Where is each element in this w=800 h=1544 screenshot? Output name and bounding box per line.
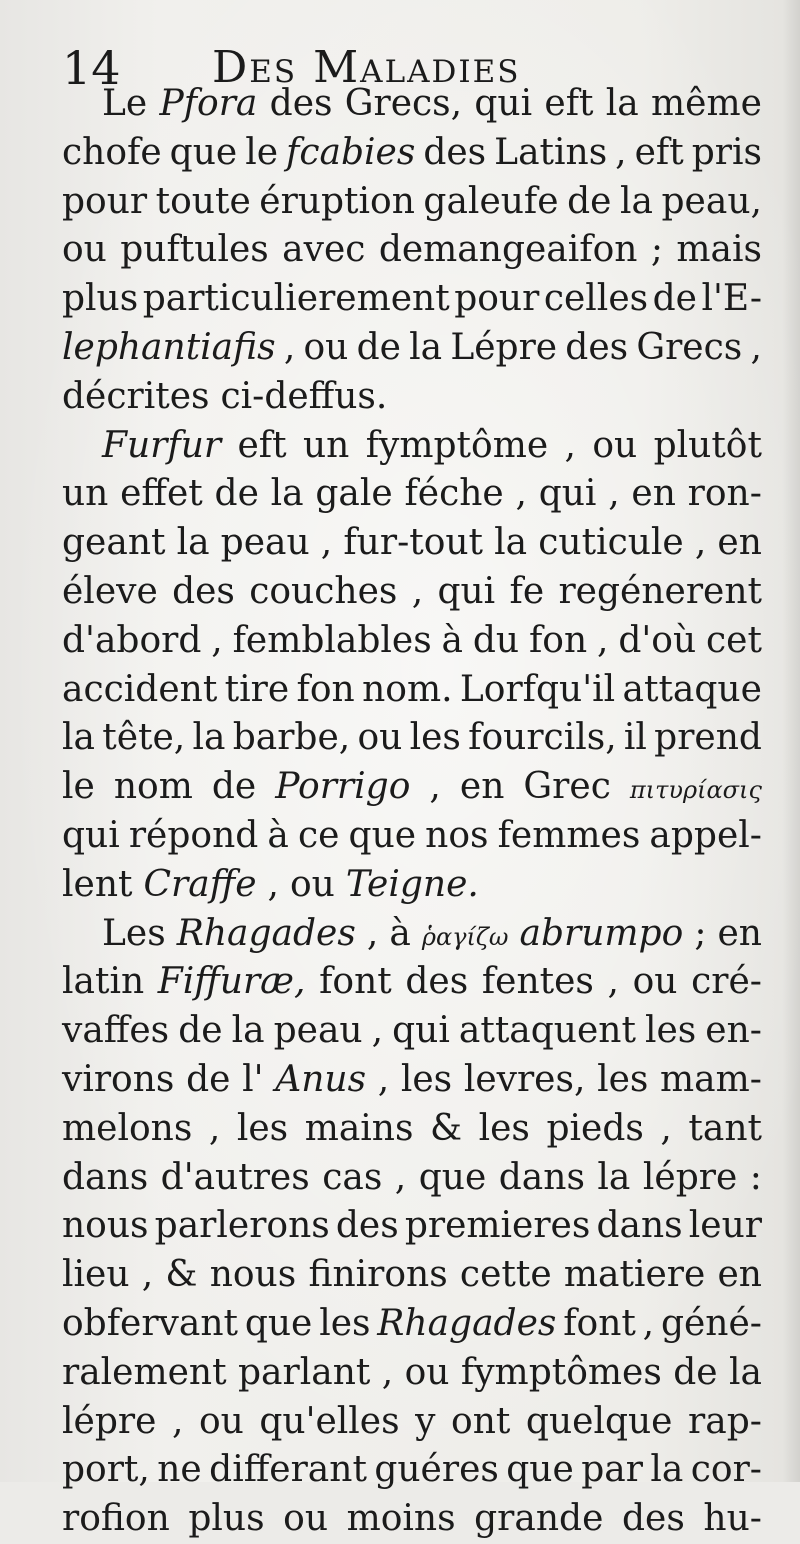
word: ron-	[687, 473, 762, 515]
word: la	[409, 326, 443, 368]
word: accident	[62, 668, 218, 710]
word: plutôt	[653, 424, 762, 466]
word: peau	[220, 522, 310, 564]
word: décrites	[62, 375, 210, 417]
word: Le	[102, 83, 148, 124]
word: le	[62, 766, 95, 808]
word: obfervant	[62, 1302, 239, 1344]
word: πιτυρίασις	[629, 776, 762, 805]
word: nom.	[362, 668, 453, 710]
word: dans	[498, 1156, 585, 1198]
word: font	[319, 961, 392, 1003]
word: des	[621, 1498, 685, 1540]
word: ,	[283, 326, 296, 368]
word: toute	[155, 180, 251, 222]
word: abrumpo	[519, 912, 684, 954]
text-line	[62, 1154, 762, 1203]
word: des	[423, 131, 487, 173]
word: des	[269, 83, 333, 124]
word: Anus	[275, 1058, 367, 1100]
word: ,	[208, 1107, 221, 1149]
text-line	[62, 80, 762, 129]
word: la	[650, 1449, 684, 1491]
word: Lépre	[450, 326, 558, 368]
word: :	[749, 1156, 762, 1198]
word: ,	[615, 131, 627, 173]
word: prend	[654, 717, 762, 759]
text-line	[62, 1105, 762, 1154]
word: ont	[451, 1400, 511, 1442]
text-line	[62, 1446, 762, 1495]
word: tant	[688, 1107, 762, 1149]
word: ou	[198, 1400, 244, 1442]
word: fymptôme	[365, 424, 549, 466]
word: les	[478, 1107, 530, 1149]
text-line	[62, 275, 762, 324]
word: ,	[381, 1351, 394, 1393]
word: la	[176, 522, 210, 564]
text-line	[62, 910, 762, 959]
word: quelque	[525, 1400, 673, 1442]
word: il	[623, 717, 647, 759]
word: plus	[62, 278, 139, 320]
word: la	[605, 83, 639, 124]
word: particulierement	[142, 278, 450, 320]
word: la	[597, 1156, 631, 1198]
word: &	[430, 1107, 463, 1149]
word: fon	[528, 619, 588, 661]
word: grande	[474, 1498, 604, 1540]
word: ,	[377, 1058, 390, 1100]
word: la	[231, 1010, 265, 1052]
word: pieds	[546, 1107, 644, 1149]
word: ;	[650, 229, 663, 271]
word: d'autres	[160, 1156, 310, 1198]
word: femblables	[232, 619, 432, 661]
word: fymptômes	[460, 1351, 662, 1393]
word: ῥαγίζω	[421, 922, 509, 951]
word: couches	[249, 570, 398, 612]
text-line	[62, 1349, 762, 1398]
word: ,	[267, 863, 279, 905]
word: Fiffuræ,	[157, 961, 306, 1003]
word: moins	[346, 1498, 456, 1540]
word: à	[267, 814, 289, 856]
word: nos	[425, 814, 489, 856]
word: en	[717, 912, 762, 954]
word: géné-	[660, 1302, 762, 1344]
word: féche	[404, 473, 504, 515]
word: de	[186, 1058, 231, 1100]
word: cas	[322, 1156, 383, 1198]
word: éleve	[62, 570, 158, 612]
word: matiere	[563, 1254, 706, 1296]
text-line	[62, 129, 762, 178]
word: &	[165, 1254, 198, 1296]
text-line	[62, 812, 762, 861]
word: ou	[289, 863, 335, 905]
word: attaque	[622, 668, 762, 710]
word: font	[563, 1302, 636, 1344]
word: Les	[102, 912, 166, 954]
word: differant	[209, 1449, 367, 1491]
word: de	[214, 473, 259, 515]
word: les	[644, 1010, 697, 1052]
word: en	[631, 473, 676, 515]
text-line	[62, 763, 762, 812]
word: des	[565, 326, 629, 368]
word: qui	[62, 814, 120, 856]
word: la	[192, 717, 226, 759]
text-line	[62, 226, 762, 275]
word: mains	[304, 1107, 414, 1149]
word: chofe	[62, 131, 162, 173]
word: ou	[303, 326, 349, 368]
word: vaffes	[62, 1010, 170, 1052]
word: ,	[371, 1010, 384, 1052]
word: ,	[211, 619, 223, 661]
word: fentes	[481, 961, 594, 1003]
word: en	[459, 766, 505, 808]
word: répond	[128, 814, 259, 856]
word: ,	[608, 473, 620, 515]
word: fon	[296, 668, 355, 710]
text-line	[62, 1056, 762, 1105]
word: de	[211, 766, 257, 808]
word: rofion	[62, 1498, 170, 1540]
word: la	[62, 717, 95, 759]
word: eft	[237, 424, 287, 466]
word: que	[506, 1449, 574, 1491]
word: d'abord	[62, 619, 202, 661]
word: nous	[209, 1254, 297, 1296]
word: de	[652, 278, 697, 320]
word: cor-	[690, 1449, 762, 1491]
word: ,	[429, 766, 441, 808]
word: de	[673, 1351, 718, 1393]
text-line	[62, 568, 762, 617]
text-line	[62, 1007, 762, 1056]
word: fe	[509, 570, 545, 612]
word: de	[567, 180, 612, 222]
word: d'où	[618, 619, 697, 661]
word: y	[415, 1400, 436, 1442]
word: fur-tout	[343, 522, 484, 564]
word: nous	[62, 1205, 149, 1247]
text-line	[62, 958, 762, 1007]
word: ,	[320, 522, 333, 564]
word: Rhagades	[377, 1302, 557, 1344]
word: qui	[538, 473, 597, 515]
text-line	[62, 470, 762, 519]
word: que	[418, 1156, 487, 1198]
word: que	[348, 814, 417, 856]
word: les	[597, 1058, 649, 1100]
word: Grecs,	[344, 83, 463, 124]
word: Lorfqu'il	[459, 668, 616, 710]
text-line	[62, 1495, 762, 1544]
word: cuticule	[538, 522, 684, 564]
word: la	[728, 1351, 762, 1393]
word: demangeaifon	[378, 229, 638, 271]
word: un	[62, 473, 109, 515]
word: puftules	[120, 229, 269, 271]
word: premieres	[404, 1205, 591, 1247]
text-line	[62, 714, 762, 763]
text-line	[62, 666, 762, 715]
word: parlant	[238, 1351, 371, 1393]
text-line	[62, 1300, 762, 1349]
word: leur	[688, 1205, 762, 1247]
word: à	[389, 912, 411, 954]
word: ce	[297, 814, 340, 856]
word: qui	[437, 570, 496, 612]
word: pris	[691, 131, 762, 173]
word: pour	[454, 278, 540, 320]
word: un	[302, 424, 350, 466]
text-line	[62, 422, 762, 471]
word: gale	[315, 473, 393, 515]
word: la	[619, 180, 653, 222]
word: finirons	[308, 1254, 448, 1296]
word: ,	[564, 424, 576, 466]
word: peau	[273, 1010, 363, 1052]
word: l'	[242, 1058, 264, 1100]
word: Porrigo	[275, 766, 411, 808]
word: appel-	[649, 814, 762, 856]
word: ;	[694, 912, 707, 954]
word: femmes	[497, 814, 641, 856]
text-line	[62, 324, 762, 373]
word: à	[441, 619, 464, 661]
word: ou	[404, 1351, 450, 1393]
word: les	[236, 1107, 289, 1149]
word: mais	[676, 229, 762, 271]
word: pour	[62, 180, 148, 222]
word: qu'elles	[259, 1400, 400, 1442]
word: rap-	[688, 1400, 762, 1442]
word: tête,	[102, 717, 186, 759]
word: ,	[642, 1302, 655, 1344]
word: nom	[113, 766, 193, 808]
word: ou	[357, 717, 403, 759]
word: l'E-	[701, 278, 762, 320]
word: fourcils,	[468, 717, 617, 759]
word: ,	[597, 619, 609, 661]
word: dans	[596, 1205, 683, 1247]
word: ou	[592, 424, 638, 466]
word: ,	[366, 912, 379, 954]
word: ci-deffus.	[220, 375, 388, 417]
word: en	[717, 522, 762, 564]
word: ,	[694, 522, 707, 564]
word: Rhagades	[176, 912, 356, 954]
word: geant	[62, 522, 166, 564]
word: ou	[283, 1498, 328, 1540]
word: Teigne.	[345, 863, 479, 905]
word: effet	[120, 473, 203, 515]
word: ,	[750, 326, 762, 368]
word: des	[172, 570, 235, 612]
word: ne	[157, 1449, 202, 1491]
word: ,	[394, 1156, 407, 1198]
word: ,	[515, 473, 527, 515]
word: tire	[224, 668, 290, 710]
word: Craffe	[143, 863, 257, 905]
word: celles	[543, 278, 649, 320]
word: ,	[660, 1107, 672, 1149]
word: ,	[171, 1400, 184, 1442]
word: port,	[62, 1449, 150, 1491]
word: ,	[411, 570, 424, 612]
word: les	[400, 1058, 453, 1100]
word: en	[717, 1254, 762, 1296]
word: peau,	[661, 180, 762, 222]
word: Pfora	[159, 83, 258, 124]
word: éruption	[259, 180, 415, 222]
word: cré-	[691, 961, 762, 1003]
word: fcabies	[286, 131, 416, 173]
word: que	[244, 1302, 313, 1344]
body-text	[62, 80, 762, 1544]
word: galeufe	[423, 180, 559, 222]
text-line	[62, 617, 762, 666]
word: attaquent	[458, 1010, 636, 1052]
word: les	[319, 1302, 371, 1344]
word: latin	[62, 961, 145, 1003]
running-title: Des Maladies	[212, 42, 521, 93]
word: dans	[62, 1156, 149, 1198]
word: lent	[62, 863, 133, 905]
word: du	[472, 619, 520, 661]
word: lieu	[62, 1254, 130, 1296]
word: ou	[62, 229, 107, 271]
word: en-	[705, 1010, 762, 1052]
word: qui	[474, 83, 533, 124]
word: de	[356, 326, 401, 368]
word: qui	[392, 1010, 450, 1052]
word: regénerent	[558, 570, 762, 612]
word: levres,	[463, 1058, 586, 1100]
text-line	[62, 1398, 762, 1447]
word: lépre	[642, 1156, 738, 1198]
word: Furfur	[102, 424, 222, 466]
word: le	[245, 131, 279, 173]
word: Grec	[523, 766, 611, 808]
word: avec	[282, 229, 366, 271]
word: parlerons	[154, 1205, 330, 1247]
word: mam-	[660, 1058, 762, 1100]
word: cette	[459, 1254, 552, 1296]
word: de	[178, 1010, 223, 1052]
word: melons	[62, 1107, 193, 1149]
word: lépre	[62, 1400, 157, 1442]
text-line	[62, 519, 762, 568]
text-line	[62, 1251, 762, 1300]
word: virons	[62, 1058, 175, 1100]
page-number: 14	[62, 41, 121, 95]
word: des	[405, 961, 469, 1003]
word: guéres	[374, 1449, 499, 1491]
text-line	[62, 373, 762, 422]
word: Grecs	[636, 326, 743, 368]
word: ,	[141, 1254, 154, 1296]
word: lephantiafis	[62, 326, 276, 368]
word: la	[494, 522, 528, 564]
word: des	[335, 1205, 399, 1247]
word: eft	[544, 83, 594, 124]
word: ralement	[62, 1351, 227, 1393]
word: cet	[706, 619, 762, 661]
word: ou	[632, 961, 678, 1003]
page-edge-shadow	[782, 0, 800, 1482]
word: que	[169, 131, 238, 173]
word: Latins	[494, 131, 608, 173]
word: barbe,	[232, 717, 351, 759]
text-line	[62, 178, 762, 227]
word: hu-	[703, 1498, 762, 1540]
word: eft	[634, 131, 684, 173]
word: même	[651, 83, 762, 124]
word: la	[270, 473, 304, 515]
word: plus	[188, 1498, 265, 1540]
text-line	[62, 861, 762, 910]
word: les	[409, 717, 461, 759]
word: par	[581, 1449, 643, 1491]
word: ,	[607, 961, 619, 1003]
text-line	[62, 1202, 762, 1251]
